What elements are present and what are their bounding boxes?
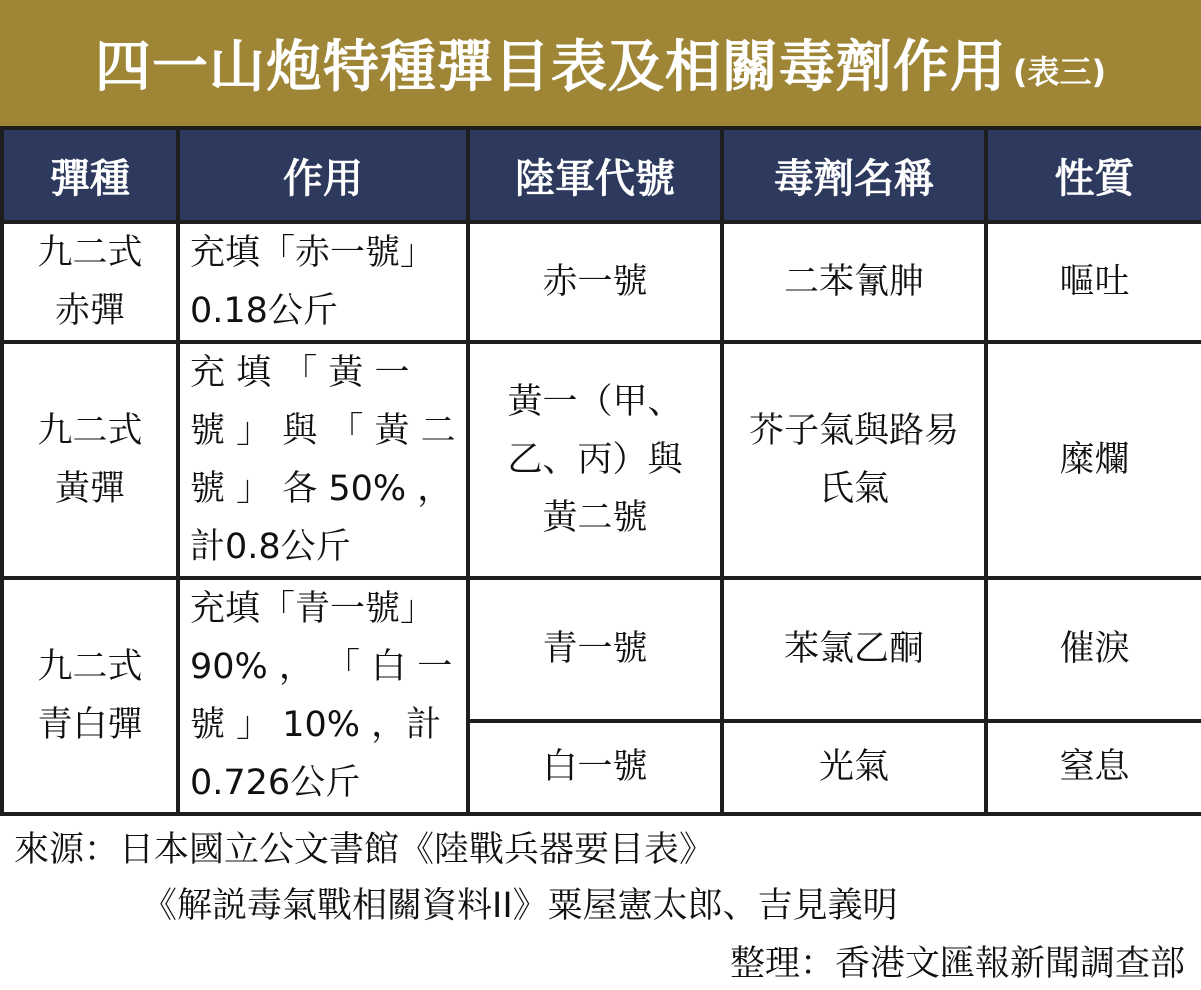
- agent-name-cell: 光氣: [722, 721, 986, 814]
- agent-name-line: 氏氣: [818, 469, 889, 509]
- agent-name-line: 芥子氣與路易: [748, 411, 959, 451]
- table-row: [2, 222, 1201, 342]
- compiled-by: 整理：香港文匯報新聞調查部: [729, 944, 1185, 984]
- effect-line: 充填「青一號」: [190, 589, 436, 629]
- effect-line: 號 」 10% ，計: [190, 705, 442, 745]
- nature-cell: 催淚: [986, 578, 1201, 721]
- header-nature: 性質: [986, 128, 1201, 222]
- effect-cell: [178, 578, 468, 814]
- page-title: 四一山炮特種彈目表及相關毒劑作用: [94, 35, 1007, 100]
- header-effect: 作用: [178, 128, 468, 222]
- agent-name-cell: 苯氯乙酮: [722, 578, 986, 721]
- header-agent-name: 毒劑名稱: [722, 128, 986, 222]
- effect-line: 0.726公斤: [190, 763, 361, 803]
- effect-line: 充填「赤一號」: [190, 233, 436, 273]
- army-code-line: 黃二號: [542, 498, 648, 538]
- effect-line: 充 填 「 黃 一: [190, 353, 410, 393]
- shell-type-line: 九二式: [37, 233, 143, 273]
- table-row: [2, 342, 1201, 578]
- shell-table: [0, 126, 1201, 816]
- nature-cell: 嘔吐: [986, 222, 1201, 342]
- effect-cell: [178, 342, 468, 578]
- effect-cell: [178, 222, 468, 342]
- nature-cell: 窒息: [986, 721, 1201, 814]
- shell-type-line: 青白彈: [37, 705, 143, 745]
- header-row: [2, 128, 1201, 222]
- agent-name-cell: 二苯氰胂: [722, 222, 986, 342]
- title-bar: [0, 0, 1201, 126]
- effect-line: 0.18公斤: [190, 291, 338, 331]
- agent-name-cell: [722, 342, 986, 578]
- shell-type-line: 九二式: [37, 647, 143, 687]
- shell-type-line: 赤彈: [54, 291, 125, 331]
- table-row: [2, 578, 1201, 721]
- shell-type-line: 九二式: [37, 411, 143, 451]
- header-army-code: 陸軍代號: [468, 128, 722, 222]
- army-code-cell: 青一號: [468, 578, 722, 721]
- table-number: (表三): [1012, 53, 1107, 91]
- shell-type-cell: [2, 222, 178, 342]
- shell-type-line: 黃彈: [54, 469, 125, 509]
- army-code-line: 黃一（甲、: [507, 382, 683, 422]
- army-code-cell: 白一號: [468, 721, 722, 814]
- effect-line: 90% ， 「 白 一: [190, 647, 453, 687]
- effect-line: 號 」 與 「 黃 二: [190, 411, 456, 451]
- source-line: 來源：日本國立公文書館《陸戰兵器要目表》: [14, 830, 715, 870]
- shell-type-cell: [2, 342, 178, 578]
- header-shell-type: 彈種: [2, 128, 178, 222]
- army-code-cell: [468, 342, 722, 578]
- army-code-line: 乙、丙）與: [507, 440, 683, 480]
- effect-line: 計0.8公斤: [190, 527, 351, 567]
- shell-type-cell: [2, 578, 178, 814]
- effect-line: 號 」 各 50% ，: [190, 469, 453, 509]
- army-code-cell: 赤一號: [468, 222, 722, 342]
- source-line: 《解説毒氣戰相關資料II》粟屋憲太郎、吉見義明: [142, 886, 898, 926]
- nature-cell: 糜爛: [986, 342, 1201, 578]
